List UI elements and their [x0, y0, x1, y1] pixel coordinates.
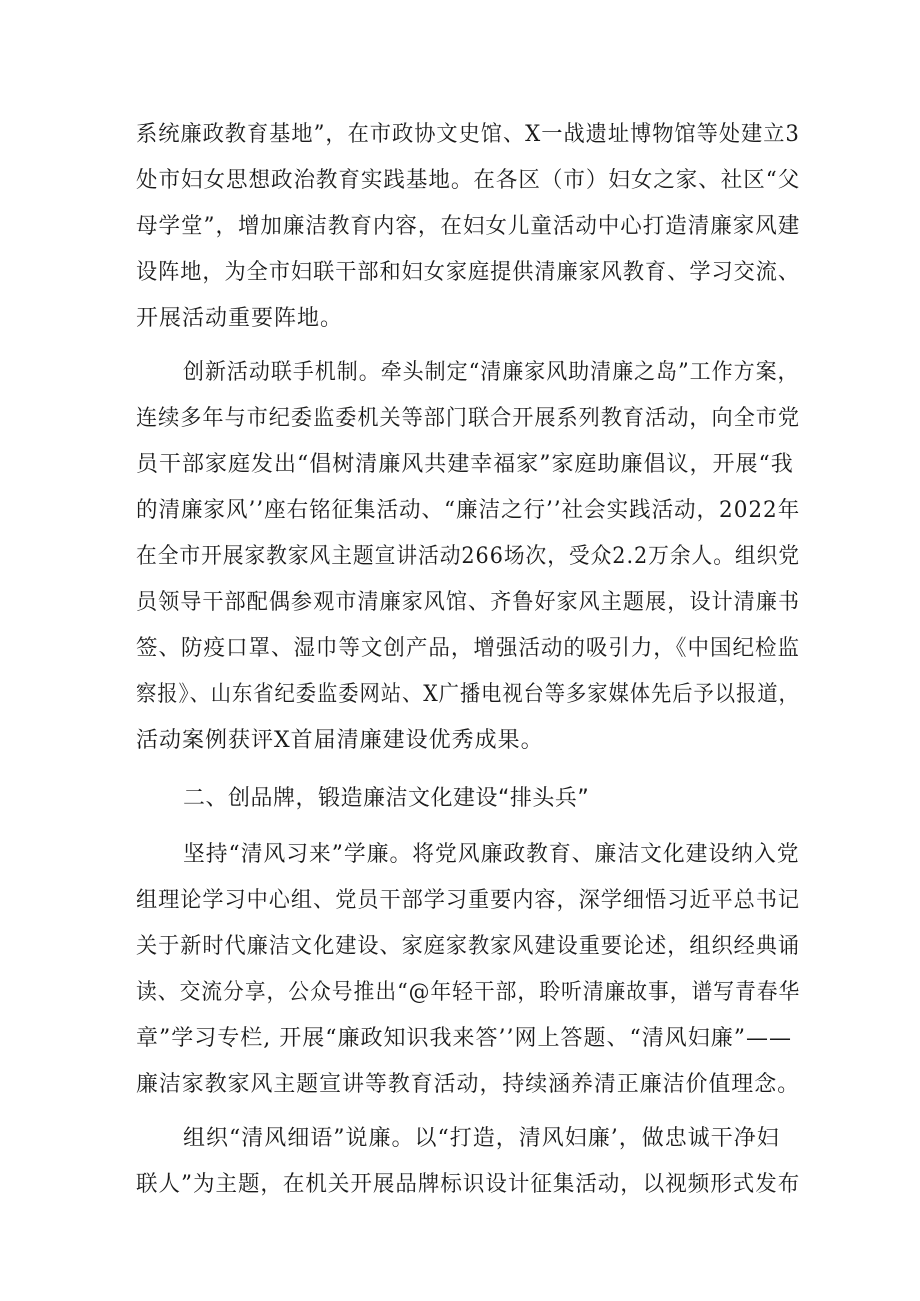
paragraph-line: 母学堂”，增加廉洁教育内容，在妇女儿童活动中心打造清廉家风建	[136, 214, 801, 239]
paragraph-line: 的清廉家风’’座右铭征集活动、“廉洁之行’’社会实践活动，2022年	[136, 498, 801, 523]
paragraph-line: 员干部家庭发出“倡树清廉风共建幸福家”家庭助廉倡议，开展“我	[136, 452, 794, 477]
paragraph-line: 组理论学习中心组、党员干部学习重要内容，深学细悟习近平总书记	[136, 888, 801, 913]
paragraph-line: 廉洁家教家风主题宣讲等教育活动，持续涵养清正廉洁价值理念。	[136, 1072, 801, 1097]
paragraph-line: 创新活动联手机制。牵头制定“清廉家风助清廉之岛”工作方案，	[183, 360, 800, 385]
section-heading: 二、创品牌，锻造廉洁文化建设“排头兵”	[183, 786, 590, 811]
paragraph-line: 联人”为主题，在机关开展品牌标识设计征集活动，以视频形式发布	[136, 1172, 801, 1197]
paragraph-line: 活动案例获评X首届清廉建设优秀成果。	[136, 728, 544, 753]
paragraph-line: 设阵地，为全市妇联干部和妇女家庭提供清廉家风教育、学习交流、	[136, 260, 801, 285]
paragraph-line: 处市妇女思想政治教育实践基地。在各区（市）妇女之家、社区“父	[136, 168, 801, 193]
paragraph-line: 坚持“清风习来”学廉。将党风廉政教育、廉洁文化建设纳入党	[183, 842, 800, 867]
paragraph-line: 开展活动重要阵地。	[136, 306, 344, 331]
paragraph-line: 员领导干部配偶参观市清廉家风馆、齐鲁好家风主题展，设计清廉书	[136, 590, 801, 615]
paragraph-line: 关于新时代廉洁文化建设、家庭家教家风建设重要论述，组织经典诵	[136, 934, 801, 959]
paragraph-line: 连续多年与市纪委监委机关等部门联合开展系列教育活动，向全市党	[136, 406, 801, 431]
paragraph-line: 系统廉政教育基地”，在市政协文史馆、X一战遗址博物馆等处建立3	[136, 122, 800, 147]
paragraph-line: 读、交流分享，公众号推出“@年轻干部，聆听清廉故事，谱写青春华	[136, 980, 801, 1005]
paragraph-line: 组织“清风细语”说廉。以“打造，清风妇廉’，做忠诚干净妇	[183, 1126, 780, 1151]
paragraph-line: 在全市开展家教家风主题宣讲活动266场次，受众2.2万余人。组织党	[136, 544, 800, 569]
paragraph-line: 章”学习专栏, 开展“廉政知识我来答’’网上答题、“清风妇廉”——	[136, 1026, 792, 1051]
paragraph-line: 察报》、山东省纪委监委网站、X广播电视台等多家媒体先后予以报道，	[136, 682, 800, 707]
paragraph-line: 签、防疫口罩、湿巾等文创产品，增强活动的吸引力，《中国纪检监	[136, 636, 801, 661]
